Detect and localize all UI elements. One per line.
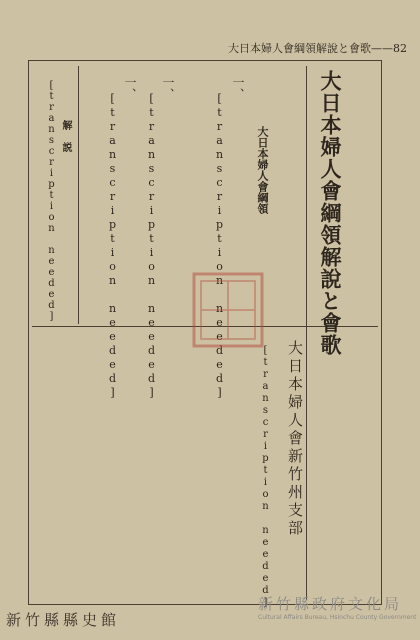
archive-stamp-right-main: 新竹縣政府文化局 <box>258 595 403 613</box>
divider-explanation-column <box>78 66 79 324</box>
provision-1-label: 一、 <box>231 76 245 100</box>
archive-stamp-right <box>258 594 416 634</box>
author-line: 大日本婦人會新竹州支部 <box>286 340 304 538</box>
explanation-text-upper: [transcription needed] <box>46 80 57 322</box>
explanation-text-lower: [transcription needed] <box>260 345 271 609</box>
provision-1-text: [transcription needed] <box>213 92 226 400</box>
section-heading: 大日本婦人會綱領 <box>256 126 269 214</box>
provision-3-label: 一、 <box>123 76 137 100</box>
archive-stamp-right-sub: Cultural Affairs Bureau, Hsinchu County Government <box>258 614 417 621</box>
page-title: 大日本婦人會綱領解說と會歌 <box>318 70 343 356</box>
red-seal-icon <box>190 270 266 350</box>
provision-3-text: [transcription needed] <box>106 92 119 400</box>
provision-2-text: [transcription needed] <box>145 92 158 400</box>
running-head: 大日本婦人會綱領解說と會歌——82 <box>228 42 407 55</box>
provision-2-label: 一、 <box>161 76 175 100</box>
explanation-heading: 解説 <box>60 120 71 164</box>
archive-stamp-left: 新竹縣縣史館 <box>6 611 121 629</box>
